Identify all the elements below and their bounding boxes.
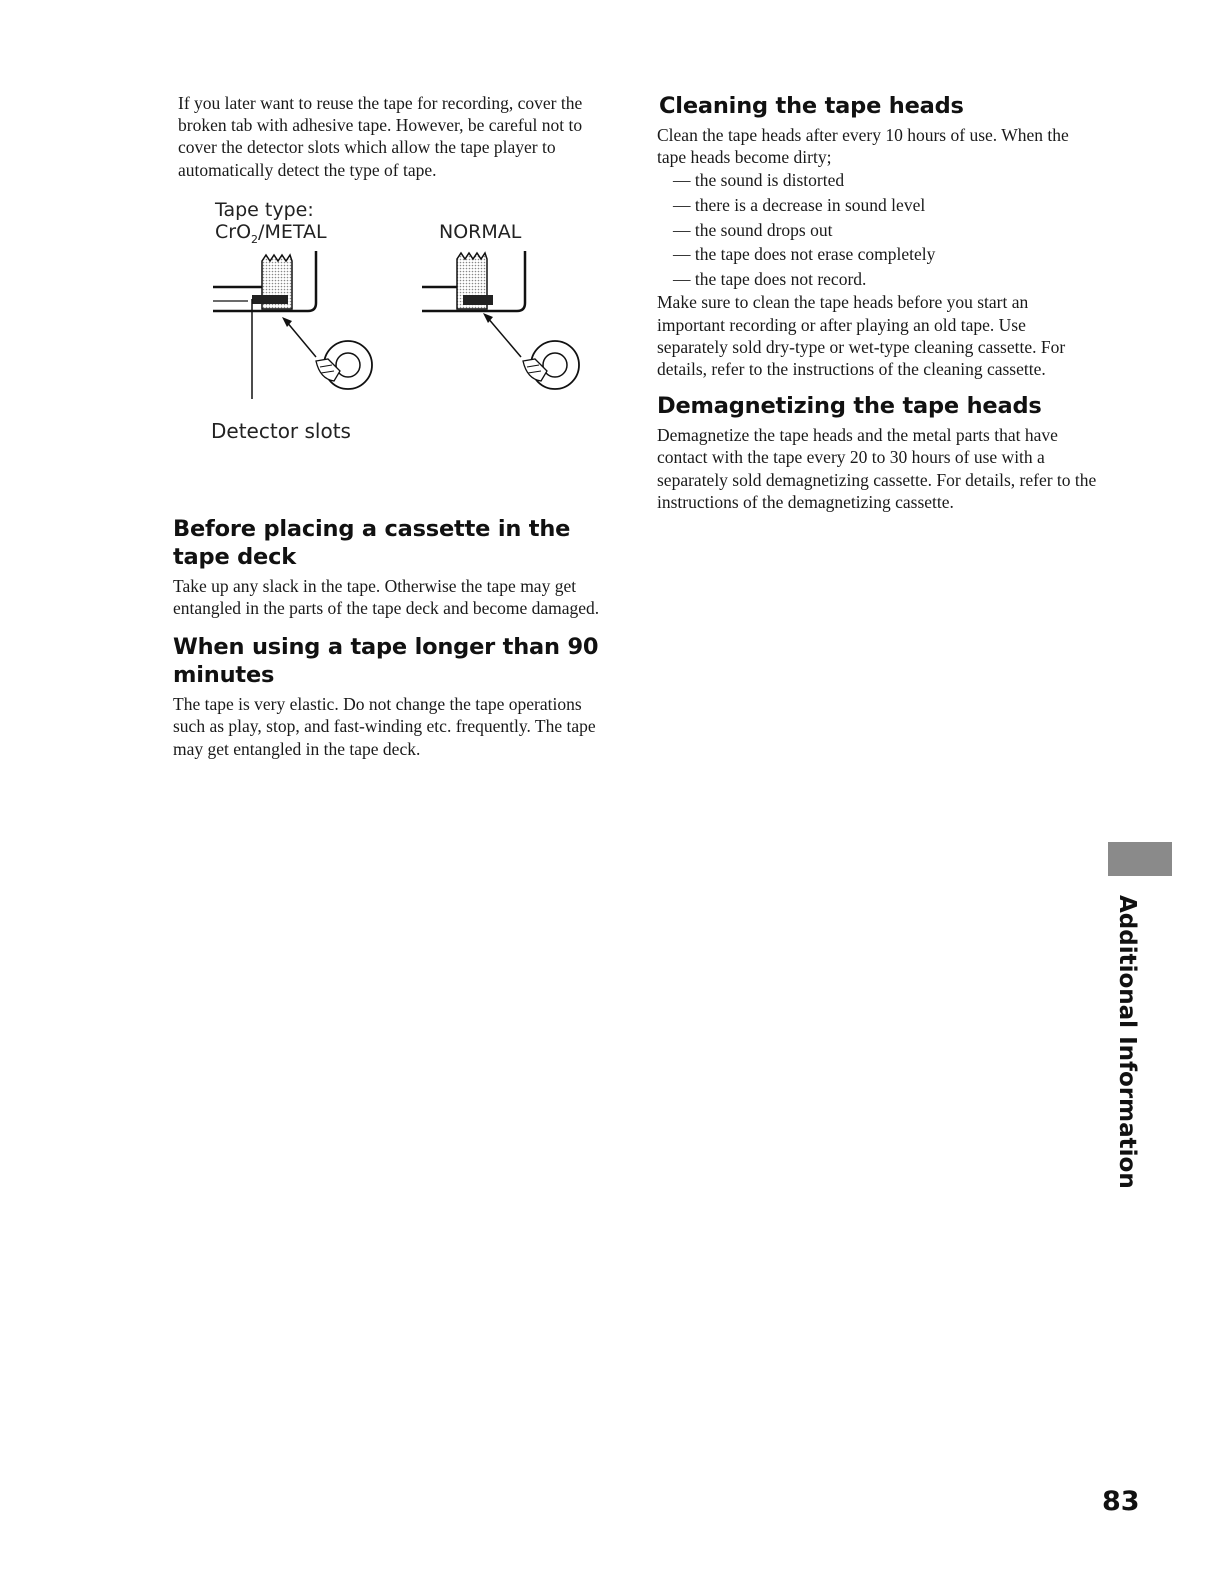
list-item: — there is a decrease in sound level [673,195,926,215]
cleaning-body: Make sure to clean the tape heads before you start an important recording or after playing an old tape. Use separately sold dry-type or wet-type cleaning cassette. For details, refer to the instructions of the cleaning cassette. [657,292,1066,379]
left-column [173,92,613,760]
detector-slots-label: Detector slots [211,418,351,443]
heading-longer-tape: When using a tape longer than 90 minutes [173,634,599,689]
heading-before-placing: Before placing a cassette in the tape deck [173,515,571,570]
body-longer-tape: The tape is very elastic. Do not change the tape operations such as play, stop, and fast-winding etc. frequently. The tape may get entangled in the tape deck. [173,694,596,759]
tape-type-figure [173,199,613,479]
croz-text: CrO [215,220,252,243]
body-before-placing: Take up any slack in the tape. Otherwise the tape may get entangled in the parts of the tape deck and become damaged. [173,575,600,619]
page-number: 83 [1102,1486,1140,1517]
croz-metal-label [215,221,327,251]
list-item: — the sound drops out [673,219,833,240]
cleaning-symptom-list [657,168,1097,291]
tape-type-label: Tape type: [215,198,314,221]
list-item: — the sound is distorted [673,170,845,191]
croz-suffix: /METAL [258,220,327,243]
section-before-placing [173,515,613,619]
section-demagnetizing [657,392,1097,513]
list-item: — the tape does not record. [673,268,867,289]
croz-cassette-drawing [208,249,388,399]
cleaning-intro: Clean the tape heads after every 10 hours of use. When the tape heads become dirty; [657,125,1069,168]
croz-subscript: 2 [251,232,259,246]
section-tab-label: Additional Information [1114,895,1140,1189]
section-tab-marker [1108,842,1172,876]
right-column [657,92,1097,513]
normal-cassette-drawing [417,249,597,399]
list-item: — the tape does not erase completely [673,244,936,265]
heading-cleaning: Cleaning the tape heads [659,93,964,119]
normal-label: NORMAL [439,220,522,243]
section-cleaning [657,92,1097,380]
intro-paragraph: If you later want to reuse the tape for recording, cover the broken tab with adhesive tape. However, be careful not to cover the detector slots which allow the tape player to automatically detect the type of tape. [178,93,583,180]
section-longer-tape [173,633,613,760]
demagnetizing-body: Demagnetize the tape heads and the metal parts that have contact with the tape every 20 to 30 hours of use with a separately sold demagnetizing cassette. For details, refer to the instructions of the demagnetizing cassette. [657,425,1097,512]
heading-demagnetizing: Demagnetizing the tape heads [657,393,1042,420]
